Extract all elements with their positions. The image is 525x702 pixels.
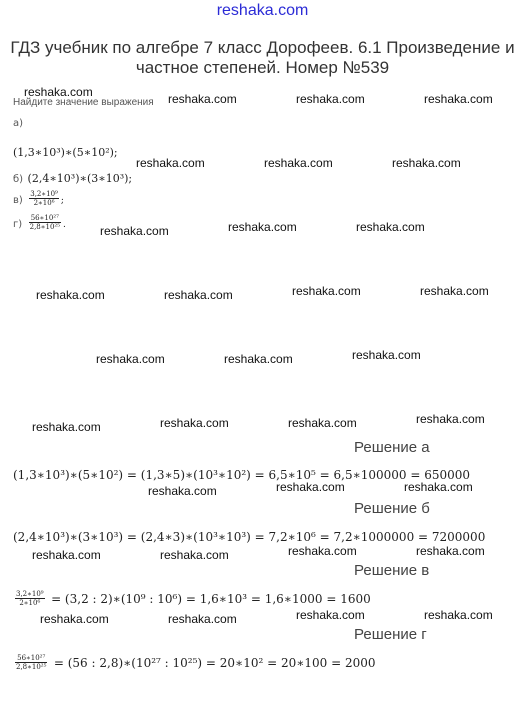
watermark: reshaka.com — [160, 548, 229, 562]
task-row-v — [13, 190, 64, 208]
watermark: reshaka.com — [228, 220, 297, 234]
task-item-b: (2,4∗10³)∗(3∗10³); — [27, 172, 133, 185]
solution-v-row — [13, 590, 371, 608]
watermark: reshaka.com — [136, 156, 205, 170]
watermark: reshaka.com — [164, 288, 233, 302]
watermark: reshaka.com — [264, 156, 333, 170]
watermark: reshaka.com — [100, 224, 169, 238]
watermark: reshaka.com — [292, 284, 361, 298]
watermark: reshaka.com — [24, 85, 93, 99]
solution-a-text: (1,3∗10³)∗(5∗10²) = (1,3∗5)∗(10³∗10²) = 6,5∗10⁵ = 6,5∗100000 = 650000 — [13, 468, 471, 482]
watermark: reshaka.com — [148, 484, 217, 498]
solution-v-numerator: 3,2∗10⁹ — [16, 590, 44, 599]
watermark: reshaka.com — [416, 544, 485, 558]
task-label-a: а) — [13, 118, 24, 129]
watermark: reshaka.com — [160, 416, 229, 430]
task-fraction-g-denominator: 2,8∗10²⁵ — [29, 223, 61, 232]
task-label-v: в) — [13, 195, 23, 206]
solution-heading-v: Решение в — [354, 562, 430, 579]
watermark: reshaka.com — [168, 92, 237, 106]
watermark: reshaka.com — [424, 92, 493, 106]
watermark: reshaka.com — [392, 156, 461, 170]
task-row-b — [13, 169, 132, 187]
watermark: reshaka.com — [296, 608, 365, 622]
watermark: reshaka.com — [420, 284, 489, 298]
task-fraction-v-denominator: 2∗10⁶ — [33, 199, 55, 208]
solution-v-fraction — [15, 590, 45, 607]
solution-v-text: = (3,2 : 2)∗(10⁹ : 10⁶) = 1,6∗10³ = 1,6∗1000 = 1600 — [51, 592, 371, 606]
page-title: ГДЗ учебник по алгебре 7 класс Дорофеев. 6.1 Произведение и частное степеней. Номер №539 — [10, 38, 515, 77]
task-label-b: б) — [13, 174, 24, 185]
task-fraction-v-numerator: 3,2∗10⁹ — [30, 190, 58, 199]
watermark: reshaka.com — [288, 416, 357, 430]
task-item-g-tail: . — [63, 220, 66, 230]
solution-v-denominator: 2∗10⁶ — [19, 599, 41, 608]
task-fraction-g — [29, 214, 61, 231]
task-row-g — [13, 214, 66, 232]
solution-g-text: = (56 : 2,8)∗(10²⁷ : 10²⁵) = 20∗10² = 20∗100 = 2000 — [53, 656, 376, 670]
watermark: reshaka.com — [168, 612, 237, 626]
watermark: reshaka.com — [288, 544, 357, 558]
task-item-a: (1,3∗10³)∗(5∗10²); — [13, 146, 118, 159]
task-intro: Найдите значение выражения — [13, 97, 154, 108]
solution-heading-a: Решение а — [354, 439, 430, 456]
solution-b-text: (2,4∗10³)∗(3∗10³) = (2,4∗3)∗(10³∗10³) = 7,2∗10⁶ = 7,2∗1000000 = 7200000 — [13, 530, 486, 544]
site-header-link[interactable]: reshaka.com — [216, 2, 309, 19]
solution-g-fraction — [15, 654, 47, 671]
watermark: reshaka.com — [32, 548, 101, 562]
watermark: reshaka.com — [404, 480, 473, 494]
watermark: reshaka.com — [416, 412, 485, 426]
watermark: reshaka.com — [276, 480, 345, 494]
watermark: reshaka.com — [296, 92, 365, 106]
task-label-g: г) — [13, 219, 23, 230]
watermark: reshaka.com — [224, 352, 293, 366]
watermark: reshaka.com — [96, 352, 165, 366]
solution-g-numerator: 56∗10²⁷ — [15, 654, 47, 663]
watermark: reshaka.com — [36, 288, 105, 302]
watermark: reshaka.com — [352, 348, 421, 362]
watermark: reshaka.com — [32, 420, 101, 434]
solution-g-denominator: 2,8∗10²⁵ — [16, 663, 47, 672]
watermark: reshaka.com — [424, 608, 493, 622]
watermark: reshaka.com — [356, 220, 425, 234]
solution-heading-b: Решение б — [354, 500, 430, 517]
watermark: reshaka.com — [40, 612, 109, 626]
solution-g-row — [13, 654, 376, 672]
task-fraction-g-numerator: 56∗10²⁷ — [29, 214, 61, 223]
task-fraction-v — [29, 190, 59, 207]
task-item-v-tail: ; — [60, 196, 64, 206]
solution-heading-g: Решение г — [354, 626, 427, 643]
